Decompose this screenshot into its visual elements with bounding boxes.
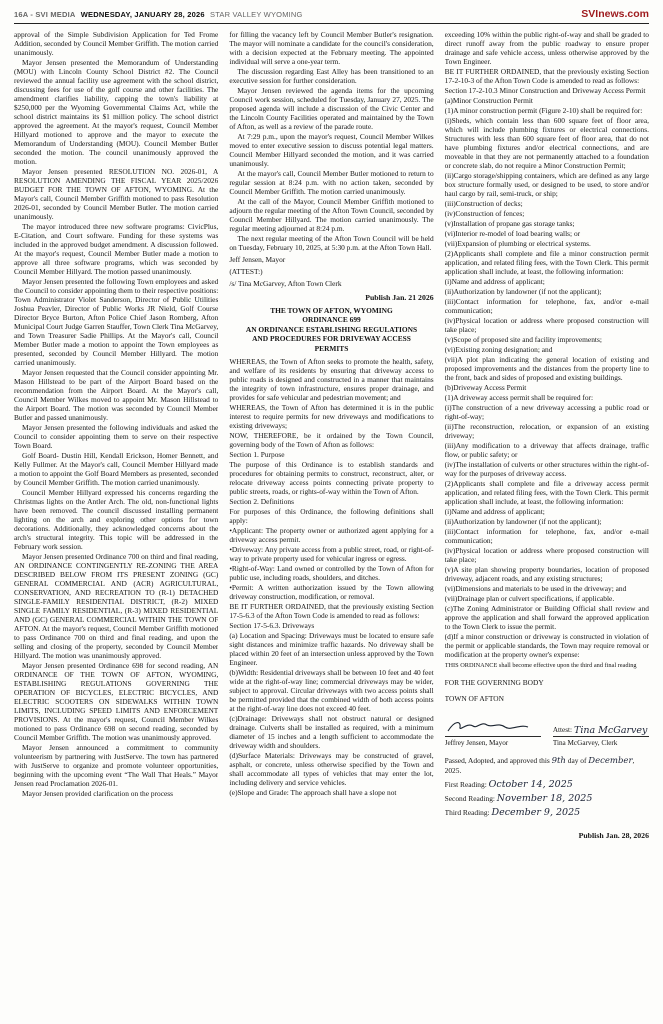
paragraph: Mayor Jensen announced a commitment to community volunteerism by partnering with JustServe. The town has partnered with JustServe to organize and promote volunteer opportunities, beginning with the upcoming event “The Wall That Heals.” Mayor Jensen read Proclamation 2026-01. [14,743,219,788]
paragraph: Mayor Jensen presented the following Town employees and asked the Council to consider appointing them to their respective positions: Town Administrator Violet Sanderson, Director of Public Utilities Joshua Peavler, Director of Public Works JR Nield, Golf Course Director Bryce Burton, Afton Police Chief Jason Romberg, Afton Municipal Court Judge Garren Stauffer, Town Clerk Tina McGarvey, and Town Treasurer Sadie Phillips. At the Mayor's call, Council Member Butler made a motion to appoint the Town employees as presented, seconded by Council Member Hillyard. The motion carried unanimously. [14,277,219,367]
effective-clause: THIS ORDINANCE shall become effective upon the third and final reading [444,662,637,669]
paragraph: (i)Name and address of applicant; [444,277,545,286]
reading-label: First Reading: [444,780,489,789]
ordinance-heading [235,306,427,353]
paragraph: (2)Applicants shall complete and file a driveway access permit application, and related filing fees, with the Town Clerk. This permit application shall include, at least, the following information: [444,479,649,506]
paragraph: (iii)Any modification to a driveway that affects drainage, traffic flow, or public safety; or [444,441,649,459]
text-line: Jeff Jensen, Mayor [229,255,286,264]
paragraph: The next regular meeting of the Afton Town Council will be held on Tuesday, February 10, 2025, at 5:30 p.m. at the Afton Town Hall. [229,234,434,252]
passed-text: Passed, Adopted, and approved this [444,756,552,765]
paragraph: Mayor Jensen requested that the Council consider appointing Mr. Mason Hillstead to be part of the Airport Board based on the recommendation from the Airport Board. At the Mayor's call, Council Member Wilkes moved to appoint Mr. Mason Hillstead to the Airport Board. The motion was seconded by Council Member Butler and passed unanimously. [14,368,219,422]
mayor-signature-icon [445,719,541,735]
reading-line [445,794,649,803]
paragraph: BE IT FURTHER ORDAINED, that the previously existing Section 17-5-6.3 of the Afton Town Code is amended to read as follows: [229,602,434,621]
paragraph: The mayor introduced three new software programs: CivicPlus, E-Citation, and Court software. Funding for these systems was included in the approved budget amendment. A discussion followed. At the mayor's request, Council Member Butler made a motion to approve all three software programs, which was seconded by Council Member Hillyard. The motion passed unanimously. [14,222,219,276]
column-2 [229,30,433,1014]
heading-line: ORDINANCE 699 [302,315,361,325]
paragraph: Mayor Jensen reviewed the agenda items for the upcoming Council work session, scheduled for Tuesday, January 27, 2025. The proposed agenda will include a discussion of the Civic Center and the Lincoln County Facilities operated and maintained by the Town of Afton, as well as a review of the parade route. [229,86,434,131]
paragraph: (2)Applicants shall complete and file a minor construction permit application, and related filing fees, with the Town Clerk. This permit application shall include, at least, the following information: [444,249,649,276]
clerk-name: Tina McGarvey, Clerk [552,739,618,747]
text-line: (ATTEST:) [229,267,263,276]
paragraph: (d)If a minor construction or driveway is constructed in violation of the permit or applicable standards, the Town may require removal or modification at the property owner's expense: [444,632,649,659]
paragraph: exceeding 10% within the public right-of-way and shall be graded to direct runoff away from the public roadway to ensure proper drainage and safe vehicle access, unless otherwise approved by the Town Engineer. [444,30,649,66]
paragraph: (v)Installation of propane gas storage tanks; [444,219,575,228]
paragraph: (iv)Physical location or address where proposed construction will take place; [444,546,649,564]
paragraph: (iv)Physical location or address where proposed construction will take place; [444,316,649,334]
paragraph: Mayor Jensen presented RESOLUTION NO. 2026-01, A RESOLUTION AMENDING THE FISCAL YEAR 2025/2026 BUDGET FOR THE TOWN OF AFTON, WYOMING. At the Mayor's call, Council Member Griffith motioned to pass Resolution 2026-01, seconded by Council Member Butler. The motion carried unanimously. [14,167,219,221]
paragraph: (c)The Zoning Administrator or Building Official shall review and approve the application and shall forward the approved application to the Town Clerk to issue the permit. [444,604,649,631]
paragraph: (iv)The installation of culverts or other structures within the right-of-way for the purposes of driveway access. [444,460,649,478]
heading-line: AN ORDINANCE ESTABLISHING REGULATIONS [245,324,418,334]
passed-line [445,756,649,775]
publish-date: Publish Jan. 21 2026 [365,293,434,302]
clerk-signature [553,719,649,735]
paragraph: (i)Sheds, which contain less than 600 square feet of floor area, which will include plumbing fixtures or electrical connections. Structures with less than 600 square feet of floor area, that do not have plumbing fixtures and/or electrical connections, and are moveable in that they are not permanently attached to a foundation or concrete slab, do not require a Minor Construction Permit; [444,116,649,170]
paragraph: (vi)Existing zoning designation; and [444,345,553,354]
region-label: STAR VALLEY WYOMING [210,10,303,19]
paragraph: (iii)Contact information for telephone, fax, and/or e-mail communication; [444,527,649,545]
clerk-signature-script: Tina McGarvey [574,725,648,736]
paragraph: Section 17-5-6.3. Driveways [229,621,315,631]
paragraph: (i)Name and address of applicant; [444,507,545,516]
paragraph: for filling the vacancy left by Council Member Butler's resignation. The mayor will nominate a candidate for the council's consideration, with a decision expected at the February meeting. The appointed individual will serve a one-year term. [229,30,434,66]
paragraph: Golf Board- Dustin Hill, Kendall Erickson, Homer Bennett, and Kelly Fullmer. At the Mayor's call, Council Member Hillyard made a motion to appoint the Golf Board Members as presented, seconded by Council Member Griffith. The motion carried unanimously. [14,451,219,487]
text-line: FOR THE GOVERNING BODY [444,678,544,687]
paragraph: (c)Drainage: Driveways shall not obstruct natural or designed drainage. Culverts shall be installed as required, with a minimum diameter of 15 inches and a length sufficient to accommodate the driveway width and shoulders. [229,714,434,751]
paragraph: Mayor Jensen presented the following individuals and asked the Council to consider appointing them to serve on their respective Town Board. [14,423,219,450]
publish-date: Publish Jan. 28, 2026 [578,831,649,840]
spacer [445,671,649,675]
paragraph: (ii)Authorization by landowner (if not the applicant); [444,287,602,296]
issue-date: WEDNESDAY, JANUARY 28, 2026 [80,10,205,19]
text-line: /s/ Tina McGarvey, Afton Town Clerk [229,279,342,288]
paragraph: approval of the Simple Subdivision Application for Ted Frome Addition, seconded by Council Member Griffith. The motion carried unanimously. [14,30,219,57]
site-name: SVInews.com [581,8,649,20]
attest-label: Attest: [552,726,572,734]
paragraph: (v)A site plan showing property boundaries, location of proposed driveway, adjacent roads, and any existing structures; [444,565,649,583]
paragraph: (a) Location and Spacing: Driveways must be located to ensure safe sight distances and minimize traffic hazards. No driveway shall be placed within 20 feet of an intersection unless approved by the Town Engineer. [229,631,434,668]
paragraph: (vi)Interior re-model of load bearing walls; or [444,229,581,238]
spacer [445,688,649,691]
mayor-name: Jeffrey Jensen, Mayor [444,739,509,747]
paragraph: NOW, THEREFORE, be it ordained by the Town Council, governing body of the Town of Afton as follows: [229,431,434,450]
paragraph: •Driveway: Any private access from a public street, road, or right-of-way to private property used for vehicular ingress or egress. [229,545,434,564]
paragraph: WHEREAS, the Town of Afton has determined it is in the public interest to require permits for new driveways and modifications to existing driveways; [229,403,434,431]
signature-block [445,719,649,748]
reading-line [445,780,649,789]
masthead-left [14,10,303,19]
paragraph: Mayor Jensen presented the Memorandum of Understanding (MOU) with Lincoln County School District #2. The Council reviewed the annual facility use agreement with the school district, discussing fees for use of the golf course and other facilities. The amendment clarifies liability, capping the town's liability at $250,000 per the Wyoming Governmental Claims Act, while the school district maintains its $1 million policy. The school district approved the agreement. At the mayor's request, Council Member Hillyard motioned to approve and the mayor to execute the Memorandum of Understanding (MOU). Council Member Butler seconded the motion. The council unanimously approved the motion. [14,58,219,166]
paragraph: (a)Minor Construction Permit [444,96,533,105]
signature-line [445,736,541,737]
paragraph: (iii)Contact information for telephone, fax, and/or e-mail communication; [444,297,649,315]
passed-text: day of [565,756,589,765]
heading-line: THE TOWN OF AFTON, WYOMING [270,306,393,315]
text-line: TOWN OF AFTON [444,694,504,703]
paragraph: (i)The construction of a new driveway accessing a public road or right-of-way; [444,403,649,421]
paragraph: •Permit: A written authorization issued by the Town allowing driveway construction, modification, or removal. [229,583,434,602]
reading-date: October 14, 2025 [488,779,573,790]
spacer [445,818,649,826]
paragraph: The discussion regarding East Alley has been transitioned to an executive session for further consideration. [229,67,434,85]
passed-text: , 2025. [444,756,635,775]
masthead [14,6,649,23]
paragraph: WHEREAS, the Town of Afton seeks to promote the health, safety, and welfare of its residents by ensuring that driveway access to public roads is designed and constructed in a manner that maintains the integrity of town infrastructure, ensures proper drainage, and provides for safe vehicular and pedestrian movement; and [229,357,434,403]
heading-line: AND PROCEDURES FOR DRIVEWAY ACCESS [252,334,411,344]
reading-line [445,808,649,817]
reading-date: December 9, 2025 [491,807,581,818]
page-number: 16A - SVI MEDIA [14,10,76,19]
paragraph: (ii)Cargo storage/shipping containers, which are defined as any large box structure formally used, or designed to be used, to store and/or haul cargo by rail, semi-truck, or ship; [444,171,649,198]
paragraph: Mayor Jensen presented Ordinance 700 on third and final reading, AN ORDINANCE CONTINGENTLY RE-ZONING THE AREA DESCRIBED BELOW FROM ITS PRESENT ZONING (GC) GENERAL COMMERCIAL AND (ACR) AGRICULTURAL, CONSERVATION, AND RECREATION TO (R-1) DETACHED SINGLE-FAMILY RESIDENTIAL DISTRICT, (R-2) MIXED SINGLE FAMILY RESIDENTIAL, (R-3) MIXED RESIDENTIAL AND (GC) GENERAL COMMERCIAL WITHIN THE TOWN OF AFTON. At the mayor's request, Council Member Griffith motioned to pass Ordinance 700 on third and final reading, and upon the selling and closing of the property, seconded by Council Member Hillyard. The motion was unanimously approved. [14,552,219,660]
paragraph: (v)Scope of proposed site and facility improvements; [444,335,602,344]
reading-date: November 18, 2025 [496,793,593,804]
paragraph: (1)A minor construction permit (Figure 2-10) shall be required for: [444,106,643,115]
paragraph: (e)Slope and Grade: The approach shall have a slope not [229,788,397,798]
clerk-signature-area [553,719,649,748]
mayor-signature-area [445,719,541,748]
paragraph: Section 1. Purpose [229,450,285,460]
paragraph: At 7:29 p.m., upon the mayor's request, Council Member Wilkes moved to enter executive session to discuss potential legal matters. Council Member Hillyard seconded the motion, and it was carried unanimously. [229,132,434,168]
paragraph: (vii)Expansion of plumbing or electrical systems. [444,239,591,248]
paragraph: Section 17-2-10.3 Minor Construction and Driveway Access Permit [444,86,646,95]
column-3 [445,30,649,1014]
paragraph: (d)Surface Materials: Driveways may be constructed of gravel, asphalt, or concrete, unless otherwise specified by the Town and shall accommodate all types of vehicles that may enter the lot, including delivery and service vehicles. [229,751,434,788]
paragraph: •Right-of-Way: Land owned or controlled by the Town of Afton for public use, including roads, shoulders, and ditches. [229,564,434,583]
paragraph: (b)Width: Residential driveways shall be between 10 feet and 40 feet wide at the right-of-way line; commercial driveways may be wider, subject to approval. Circular driveways with two access points shall be permitted provided that the combined width of both access points at the right-of-way line does not exceed 40 feet. [229,668,434,714]
paragraph: (b)Driveway Access Permit [444,383,527,392]
paragraph: At the call of the Mayor, Council Member Griffith motioned to adjourn the regular meeting of the Afton Town Council, seconded by Council Member Hillyard. The motion carried unanimously. The regular meeting adjourned at 8:24 p.m. [229,197,434,233]
paragraph: Council Member Hillyard expressed his concerns regarding the Christmas lights on the Antler Arch. The old, non-functional lights have been removed. The council discussed installing permanent lighting on the arch and exploring other options for town decorations. Additionally, they acknowledged concerns about the arch's structural integrity. This topic will be addressed in the February work session. [14,488,219,551]
paragraph: (iii)Construction of decks; [444,199,523,208]
paragraph: The purpose of this Ordinance is to establish standards and procedures for obtaining permits to construct, reconstruct, alter, or relocate driveway access points connecting private property to public streets, roads, or rights-of-way within the Town of Afton. [229,460,434,497]
passed-month: December [588,756,633,766]
paragraph: (vii)A plot plan indicating the general location of existing and proposed improvements and the distances from the property line to the front, back and sides of proposed and existing buildings. [444,355,649,382]
passed-day: 9th [551,756,566,766]
reading-label: Third Reading: [444,808,492,817]
paragraph: (ii)Authorization by landowner (if not the applicant); [444,517,602,526]
paragraph: (ii)The reconstruction, relocation, or expansion of an existing driveway; [444,422,649,440]
paragraph: Mayor Jensen presented Ordinance 698 for second reading, AN ORDINANCE OF THE TOWN OF AFTON, WYOMING, ESTABLISHING REGULATIONS GOVERNING THE OPERATION OF BICYCLES, ELECTRIC BICYCLES, AND ELECTRIC SCOOTERS ON SIDEWALKS WITHIN TOWN LIMITS, INCLUDING SPEED LIMITS AND ENFORCEMENT PROVISIONS. At the mayor's request, Council Member Wilkes motioned to pass Ordinance 698 on second reading, seconded by Council Member Griffith. The motion was unanimously approved. [14,661,219,742]
paragraph: •Applicant: The property owner or authorized agent applying for a driveway access permit. [229,526,434,545]
header-rule [14,23,649,24]
paragraph: (vi)Dimensions and materials to be used in the driveway; and [444,584,627,593]
reading-label: Second Reading: [444,794,497,803]
article-columns [14,30,649,1014]
paragraph: Mayor Jensen provided clarification on the process [22,789,174,798]
paragraph: For purposes of this Ordinance, the following definitions shall apply: [229,507,434,526]
paragraph: Section 2. Definitions [229,497,294,507]
paragraph: (vii)Drainage plan or culvert specifications, if applicable. [444,594,615,603]
paragraph: (1)A driveway access permit shall be required for: [444,393,594,402]
paragraph: (iv)Construction of fences; [444,209,525,218]
paragraph: At the mayor's call, Council Member Butler motioned to return to regular session at 8:24 p.m. with no action taken, seconded by Council Member Griffith. The motion carried unanimously. [229,169,434,196]
paragraph: BE IT FURTHER ORDAINED, that the previously existing Section 17-2-10-3 of the Afton Town Code is amended to read as follows: [444,67,649,85]
column-1 [14,30,218,1014]
signature-line [553,736,649,737]
heading-line: PERMITS [314,343,349,353]
